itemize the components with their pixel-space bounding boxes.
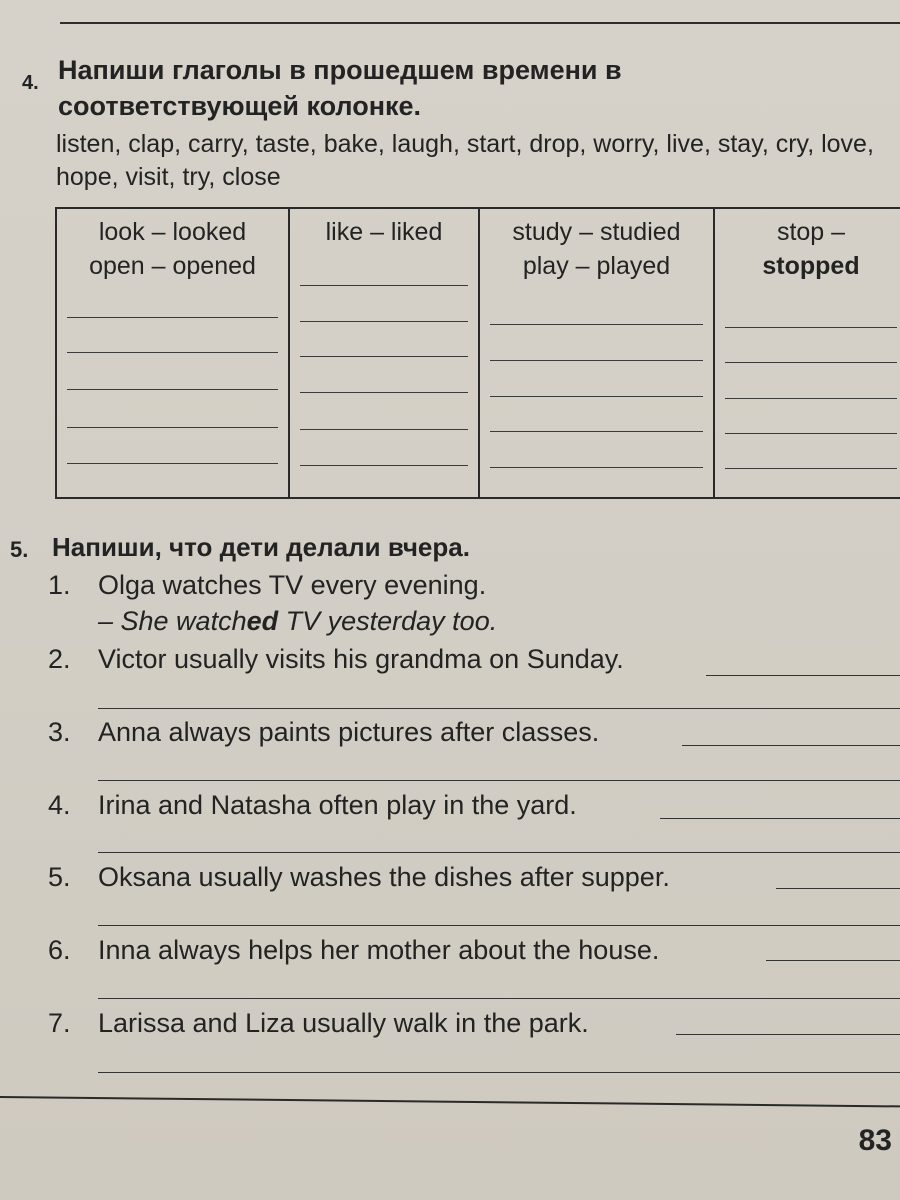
column-heading-line: play – played [522, 252, 671, 280]
writing-line[interactable] [67, 427, 278, 428]
column-heading-line: stopped [762, 252, 860, 280]
answer-line[interactable] [98, 998, 900, 999]
writing-line[interactable] [300, 356, 468, 357]
column-heading [486, 215, 707, 283]
answer-line[interactable] [98, 780, 900, 781]
item-text: Olga watches TV every evening. [98, 570, 487, 600]
writing-line[interactable] [725, 362, 897, 363]
column-heading [63, 215, 282, 283]
page-number: 83 [858, 1124, 892, 1157]
example-answer-start: – She watch [98, 606, 247, 636]
writing-line[interactable] [725, 398, 897, 399]
writing-line[interactable] [300, 429, 468, 430]
writing-line[interactable] [490, 467, 703, 468]
writing-line[interactable] [490, 360, 703, 361]
exercise-4-word-list: listen, clap, carry, taste, bake, laugh, start, drop, worry, live, stay, cry, love, hope, visit, try, close [56, 130, 874, 191]
item-text: Inna always helps her mother about the house. [98, 935, 660, 965]
item-number: 7. [48, 1008, 71, 1038]
writing-line[interactable] [300, 285, 468, 286]
item-number: 4. [48, 790, 71, 820]
writing-line[interactable] [300, 321, 468, 322]
answer-line[interactable] [682, 745, 900, 746]
bottom-divider [0, 1096, 900, 1107]
writing-line[interactable] [490, 324, 703, 325]
column-heading-line: stop – [776, 218, 846, 246]
writing-line[interactable] [300, 465, 468, 466]
item-text: Irina and Natasha often play in the yard. [98, 790, 577, 820]
item-number: 5. [48, 862, 71, 892]
table-column [290, 209, 480, 497]
answer-line[interactable] [98, 708, 900, 709]
answer-line[interactable] [676, 1034, 900, 1035]
item-text: Oksana usually washes the dishes after supper. [98, 862, 670, 892]
writing-line[interactable] [67, 389, 278, 390]
column-heading [721, 215, 900, 283]
writing-line[interactable] [67, 317, 278, 318]
item-text: Larissa and Liza usually walk in the park. [98, 1008, 589, 1038]
column-heading-line: study – studied [512, 218, 681, 246]
writing-line[interactable] [725, 433, 897, 434]
answer-line[interactable] [98, 852, 900, 853]
writing-line[interactable] [725, 468, 897, 469]
exercise-5-number: 5. [10, 537, 29, 562]
writing-line[interactable] [490, 431, 703, 432]
answer-line[interactable] [776, 888, 900, 889]
example-answer-ending: ed [246, 606, 279, 636]
answer-line[interactable] [766, 960, 900, 961]
item-number: 6. [48, 935, 71, 965]
item-number: 1. [48, 570, 71, 600]
writing-line[interactable] [725, 327, 897, 328]
exercise-5-title: Напиши, что дети делали вчера. [52, 532, 470, 562]
writing-line[interactable] [490, 396, 703, 397]
column-heading-line: look – looked [98, 218, 247, 246]
answer-line[interactable] [98, 1072, 900, 1073]
answer-line[interactable] [660, 818, 900, 819]
table-column [715, 209, 900, 497]
answer-line[interactable] [706, 675, 900, 676]
item-text: Victor usually visits his grandma on Sunday. [98, 644, 624, 674]
column-heading [296, 215, 472, 249]
exercise-4-title: Напиши глаголы в прошедшем времени в соответствующей колонке. [58, 55, 622, 121]
item-text: Anna always paints pictures after classes. [98, 717, 600, 747]
example-answer [98, 606, 497, 637]
writing-line[interactable] [67, 352, 278, 353]
verb-table [55, 207, 900, 499]
item-number: 3. [48, 717, 71, 747]
writing-line[interactable] [300, 392, 468, 393]
example-answer-end: TV yesterday too. [278, 606, 498, 636]
table-column [57, 209, 290, 497]
writing-line[interactable] [67, 463, 278, 464]
exercise-4-number: 4. [22, 72, 39, 94]
column-heading-line: open – opened [89, 252, 256, 280]
table-column [480, 209, 715, 497]
top-divider [60, 22, 900, 24]
item-number: 2. [48, 644, 71, 674]
answer-line[interactable] [98, 925, 900, 926]
column-heading-line: like – liked [325, 218, 443, 246]
